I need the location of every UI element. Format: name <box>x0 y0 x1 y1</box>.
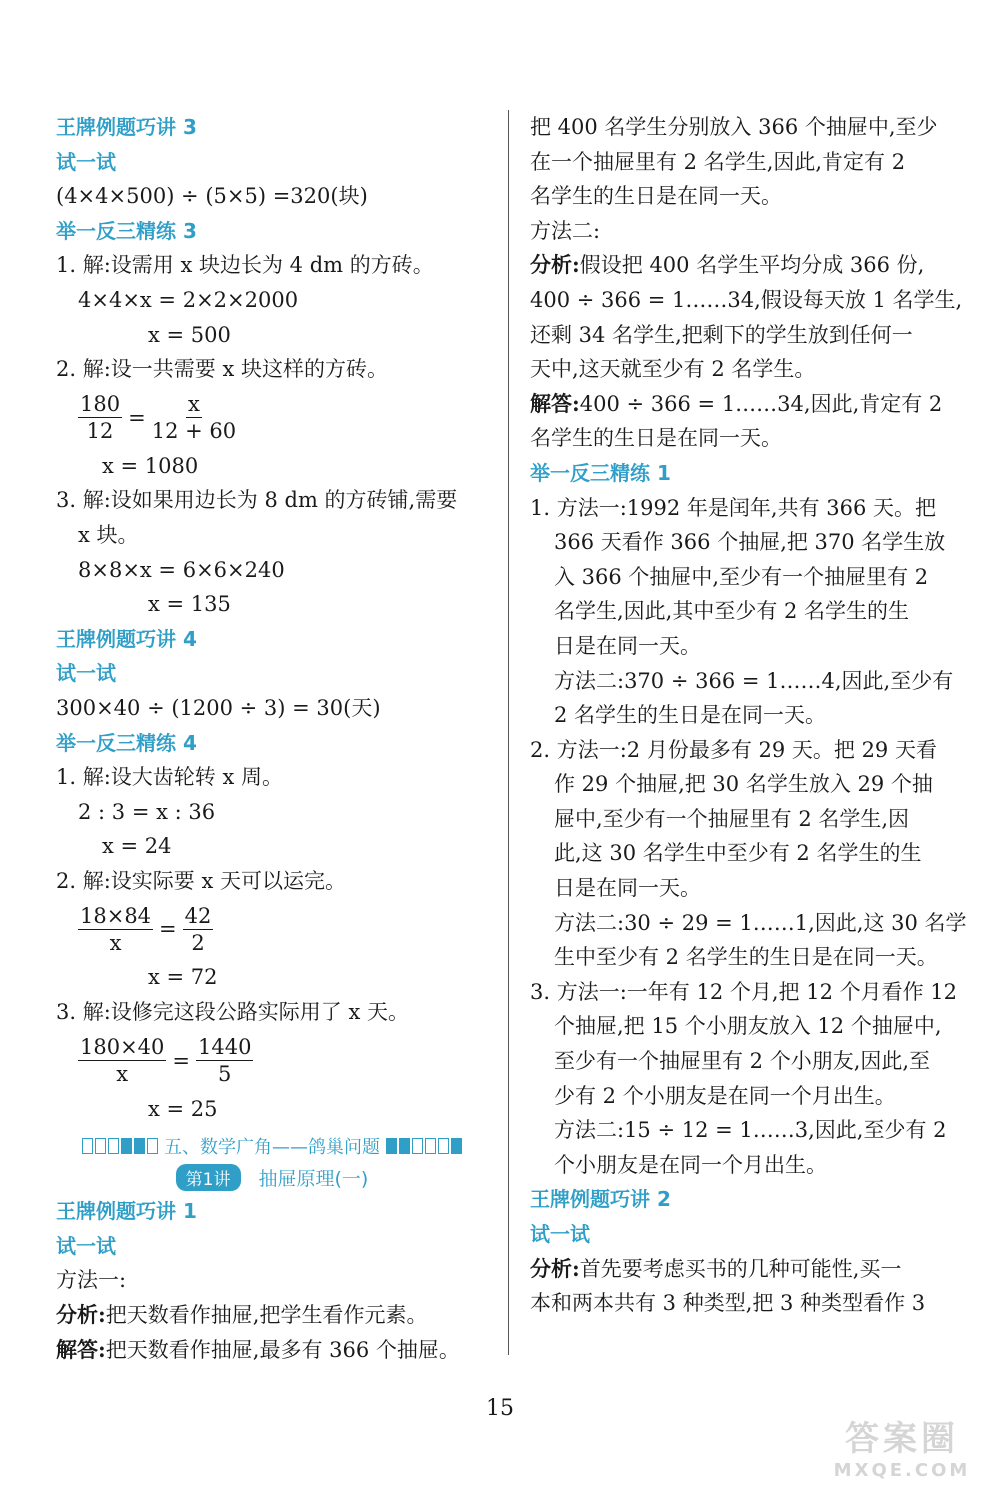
section-heading: 王牌例题巧讲 2 <box>530 1187 671 1212</box>
answer-line: 2. 解:设实际要 x 天可以运完。 <box>56 868 346 893</box>
answer-line: 400 ÷ 366 = 1……34,假设每天放 1 名学生, <box>530 287 963 312</box>
denominator: 12 <box>86 419 114 444</box>
fraction-equation <box>56 898 488 960</box>
numerator: 42 <box>184 903 212 928</box>
answer-line <box>530 1252 962 1287</box>
lecture-banner <box>56 1160 488 1194</box>
fraction <box>78 1034 166 1087</box>
fraction-equation <box>56 387 488 449</box>
sub-heading: 试一试 <box>56 149 116 174</box>
answer-line: 天中,这天就至少有 2 名学生。 <box>530 357 816 382</box>
answer-line: 方法二:370 ÷ 366 = 1……4,因此,至少有 <box>554 668 954 693</box>
lecture-badge: 第1讲 <box>176 1164 241 1191</box>
equals-sign: = <box>128 405 146 430</box>
answer-line: (4×4×500) ÷ (5×5) =320(块) <box>56 184 368 209</box>
answer-line: x 块。 <box>78 522 139 547</box>
equation: x = 72 <box>148 965 218 990</box>
equation: 4×4×x = 2×2×2000 <box>78 287 299 312</box>
equals-sign: = <box>159 917 177 942</box>
left-column <box>56 110 488 1367</box>
lecture-title: 抽屉原理(一) <box>258 1167 369 1190</box>
section-heading: 王牌例题巧讲 3 <box>56 115 197 139</box>
answer-line <box>56 1298 488 1333</box>
label: 解答: <box>530 390 580 416</box>
text: 首先要考虑买书的几种可能性,买一 <box>579 1256 902 1281</box>
numerator: x <box>187 392 200 417</box>
answer-line <box>530 248 962 283</box>
equation: x = 24 <box>102 834 172 859</box>
answer-line: 名学生,因此,其中至少有 2 名学生的生 <box>554 599 910 624</box>
grid-decoration-icon <box>82 1138 158 1154</box>
answer-line: 个小朋友是在同一个月出生。 <box>554 1152 827 1177</box>
answer-line: 生中至少有 2 名学生的生日是在同一天。 <box>554 945 938 970</box>
numerator: 18×84 <box>80 903 152 928</box>
answer-line <box>56 1333 488 1368</box>
answer-line: 1. 解:设大齿轮转 x 周。 <box>56 765 283 790</box>
answer-line: 方法二: <box>530 218 601 243</box>
answer-line: 入 366 个抽屉中,至少有一个抽屉里有 2 <box>554 564 929 589</box>
answer-line: 3. 方法一:一年有 12 个月,把 12 个月看作 12 <box>530 979 958 1004</box>
column-divider <box>508 110 509 1355</box>
fraction <box>78 391 122 444</box>
answer-line: 屉中,至少有一个抽屉里有 2 名学生,因 <box>554 806 910 831</box>
denominator: x <box>116 1062 129 1087</box>
section-heading: 举一反三精练 1 <box>530 460 671 485</box>
fraction <box>152 391 236 444</box>
text: 400 ÷ 366 = 1……34,因此,肯定有 2 <box>579 391 943 416</box>
answer-line: 日是在同一天。 <box>554 633 701 658</box>
answer-line: 2. 方法一:2 月份最多有 29 天。把 29 天看 <box>530 737 937 762</box>
label: 解答: <box>56 1336 106 1362</box>
answer-line: 少有 2 个小朋友是在同一个月出生。 <box>554 1083 896 1108</box>
fraction <box>78 903 153 956</box>
equation: 2 : 3 = x : 36 <box>78 799 216 824</box>
grid-decoration-icon <box>386 1138 462 1154</box>
label: 分析: <box>530 1255 580 1281</box>
answer-line: 把 400 名学生分别放入 366 个抽屉中,至少 <box>530 115 938 139</box>
numerator: 180×40 <box>80 1035 165 1060</box>
denominator: 12 + 60 <box>151 419 237 444</box>
answer-line: 1. 解:设需用 x 块边长为 4 dm 的方砖。 <box>56 253 434 278</box>
right-column <box>530 110 967 1321</box>
answer-line: 至少有一个抽屉里有 2 个小朋友,因此,至 <box>554 1049 931 1074</box>
answer-line <box>530 387 962 422</box>
answer-line: 日是在同一天。 <box>554 876 701 901</box>
chapter-banner <box>56 1132 488 1160</box>
numerator: 1440 <box>198 1035 252 1060</box>
section-heading: 举一反三精练 4 <box>56 730 197 755</box>
section-heading: 举一反三精练 3 <box>56 218 197 243</box>
fraction-equation <box>56 1030 488 1092</box>
fraction <box>196 1034 253 1087</box>
sub-heading: 试一试 <box>530 1222 590 1246</box>
label: 分析: <box>530 252 580 278</box>
section-heading: 王牌例题巧讲 1 <box>56 1199 197 1224</box>
equation: x = 135 <box>148 592 231 617</box>
answer-line: 本和两本共有 3 种类型,把 3 种类型看作 3 <box>530 1291 926 1316</box>
answer-line: 此,这 30 名学生中至少有 2 名学生的生 <box>554 841 922 866</box>
fraction <box>183 903 214 956</box>
answer-line: 1. 方法一:1992 年是闰年,共有 366 天。把 <box>530 495 937 520</box>
answer-line: 3. 解:设修完这段公路实际用了 x 天。 <box>56 1000 409 1025</box>
answer-line: 还剩 34 名学生,把剩下的学生放到任何一 <box>530 322 913 347</box>
equation: x = 25 <box>148 1096 218 1121</box>
answer-line: 方法二:15 ÷ 12 = 1……3,因此,至少有 2 <box>554 1118 947 1143</box>
watermark-logo <box>822 1411 982 1489</box>
sub-heading: 试一试 <box>56 661 116 686</box>
equals-sign: = <box>172 1048 191 1073</box>
denominator: 2 <box>191 930 205 955</box>
answer-line: 366 天看作 366 个抽屉,把 370 名学生放 <box>554 530 946 555</box>
text: 把天数看作抽屉,把学生看作元素。 <box>105 1303 428 1328</box>
numerator: 180 <box>80 392 121 417</box>
answer-line: 名学生的生日是在同一天。 <box>530 184 782 209</box>
answer-line: 2. 解:设一共需要 x 块这样的方砖。 <box>56 357 388 382</box>
answer-line: 个抽屉,把 15 个小朋友放入 12 个抽屉中, <box>554 1014 942 1039</box>
answer-line: 名学生的生日是在同一天。 <box>530 426 782 451</box>
equation: x = 1080 <box>102 453 199 478</box>
text: 假设把 400 名学生平均分成 366 份, <box>579 253 925 278</box>
watermark-text: 答案圈 <box>845 1419 959 1459</box>
denominator: x <box>109 930 122 955</box>
text: 把天数看作抽屉,最多有 366 个抽屉。 <box>105 1337 460 1362</box>
answer-line: 作 29 个抽屉,把 30 名学生放入 29 个抽 <box>554 772 933 797</box>
answer-line: 方法二:30 ÷ 29 = 1……1,因此,这 30 名学 <box>554 910 967 935</box>
chapter-title: 五、数学广角——鸽巢问题 <box>164 1137 380 1159</box>
denominator: 5 <box>218 1062 232 1087</box>
equation: x = 500 <box>148 322 231 347</box>
label: 分析: <box>56 1302 106 1328</box>
answer-line: 在一个抽屉里有 2 名学生,因此,肯定有 2 <box>530 149 906 174</box>
section-heading: 王牌例题巧讲 4 <box>56 626 197 651</box>
page-number: 15 <box>486 1396 514 1421</box>
answer-line: 300×40 ÷ (1200 ÷ 3) = 30(天) <box>56 695 381 720</box>
answer-line: 2 名学生的生日是在同一天。 <box>554 703 827 728</box>
answer-line: 方法一: <box>56 1268 127 1293</box>
equation: 8×8×x = 6×6×240 <box>78 557 285 582</box>
answer-line: 3. 解:设如果用边长为 8 dm 的方砖铺,需要 <box>56 488 458 513</box>
sub-heading: 试一试 <box>56 1233 116 1258</box>
watermark-url: MXQE.COM <box>833 1460 971 1481</box>
